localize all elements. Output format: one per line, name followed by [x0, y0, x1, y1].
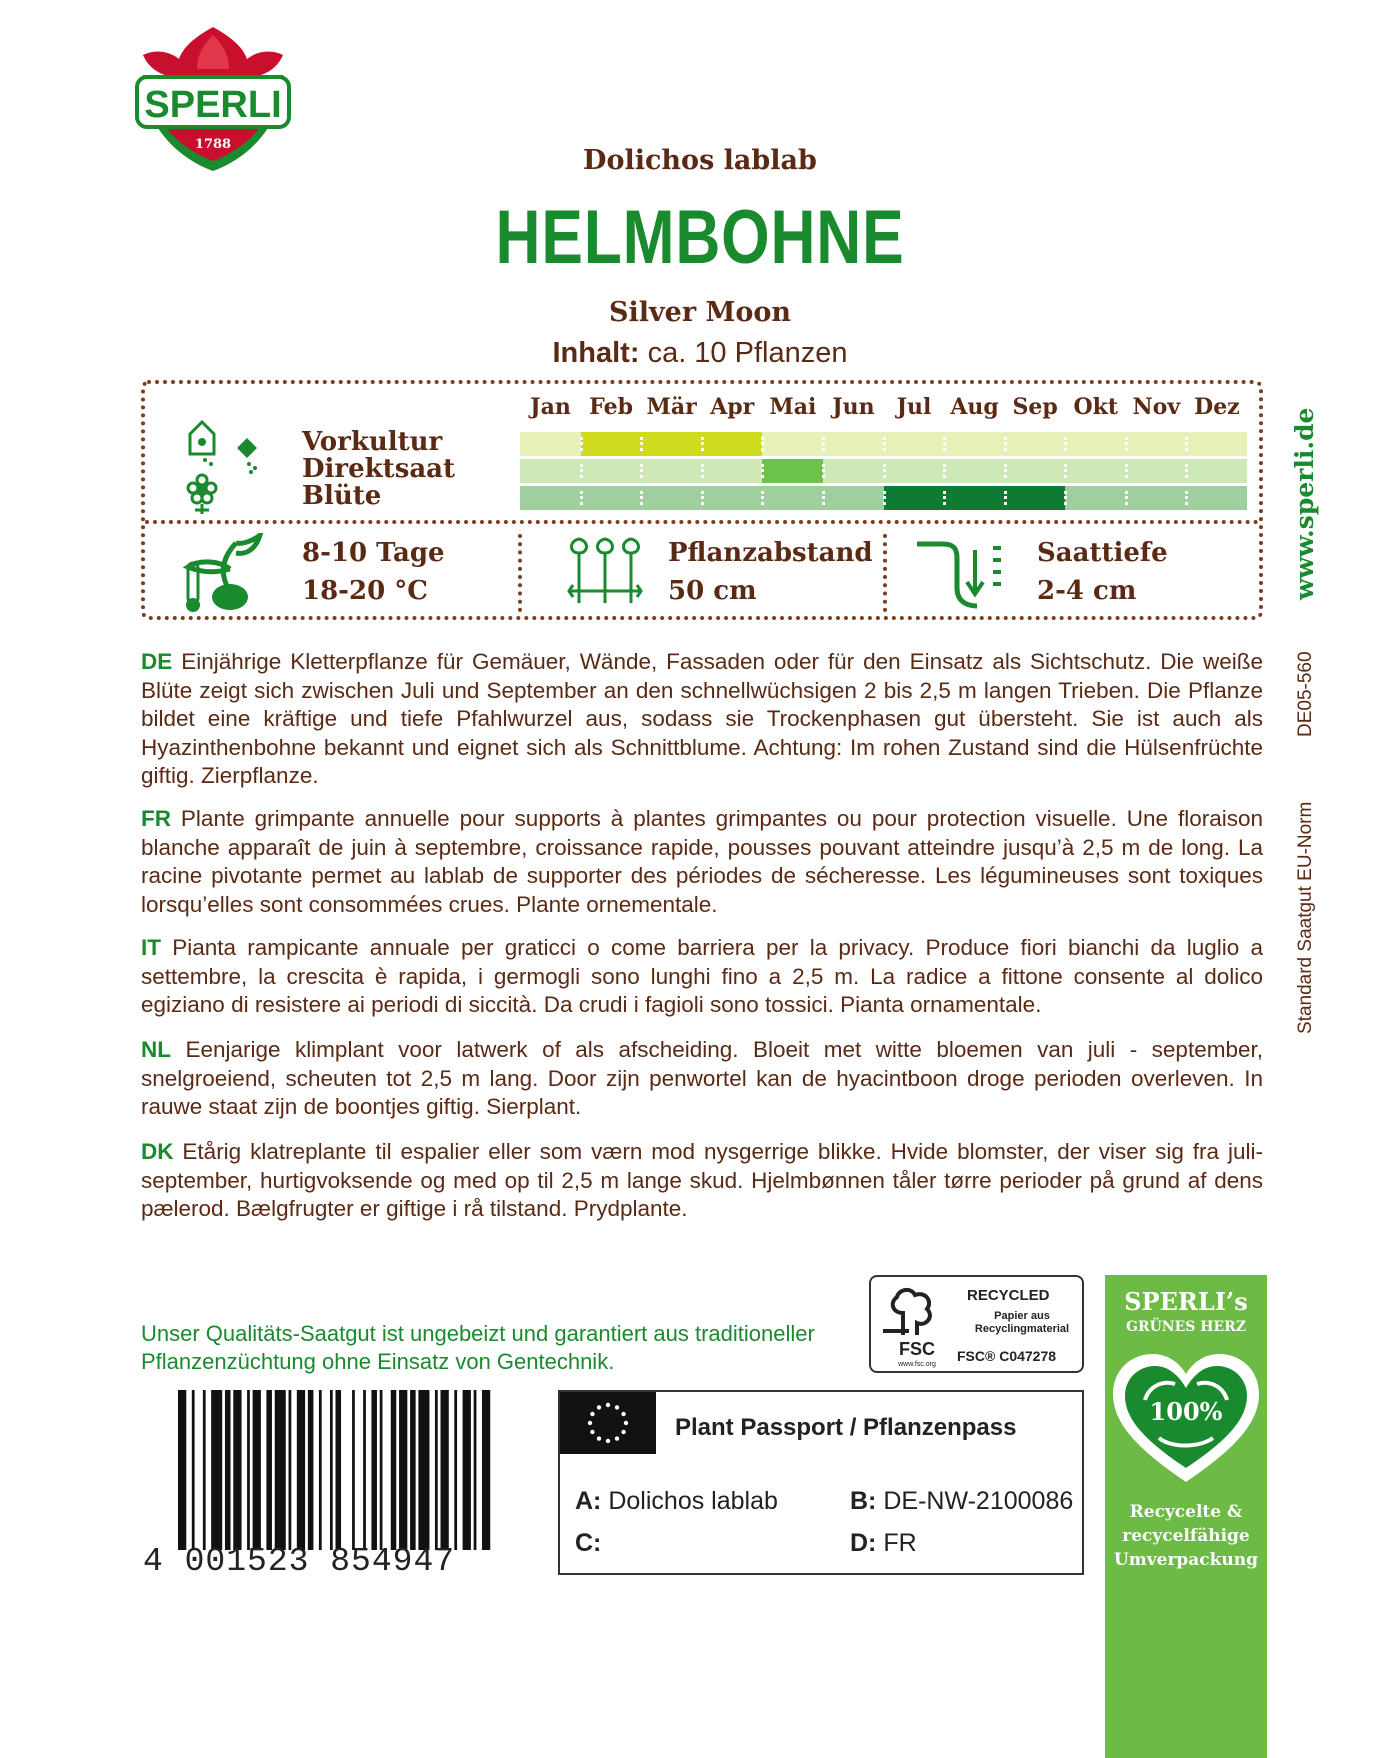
calendar-active-sep: [1005, 486, 1066, 510]
calendar-tick: [822, 464, 825, 478]
green-heart-panel: [1105, 1275, 1267, 1758]
lang-code: DE: [141, 649, 173, 674]
eu-flag-icon: [560, 1392, 656, 1454]
calendar-tick: [1064, 491, 1067, 505]
content-line: [0, 337, 1400, 370]
calendar-tick: [1185, 464, 1188, 478]
germination-temperature: 18-20 °C: [302, 576, 428, 606]
description-text: Einjährige Kletterpflanze für Gemäuer, Wände, Fassaden oder für den Einsatz als Sichtschutz. Die weiße Blüte zeigt sich zwischen Juli und September an den schnellwüchsigen 2 bis 2,5 m langen Trieben. Die Pflanze bildet eine kräftige und tiefe Pfahlwurzel aus, sodass sie Trockenphasen gut übersteht. Sie ist auch als Hyazinthenbohne bekannt und eignet sich als Schnittblume. Achtung: Im rohen Zustand sind die Hülsenfrüchte giftig. Zierpflanze.: [141, 649, 1263, 788]
row-label-vorkultur: Vorkultur: [302, 427, 443, 457]
plant-passport: [558, 1390, 1084, 1575]
calendar-tick: [701, 464, 704, 478]
lang-code: NL: [141, 1037, 171, 1062]
row-label-bluete: Blüte: [302, 481, 382, 511]
calendar-tick: [1004, 491, 1007, 505]
content-label: Inhalt:: [552, 337, 640, 369]
recycle-heart-icon: [1109, 1350, 1263, 1490]
passport-field-b: B: DE-NW-2100086: [850, 1487, 1074, 1515]
calendar-active-mär: [641, 432, 702, 456]
month-aug: Aug: [950, 394, 999, 420]
calendar-tick: [701, 491, 704, 505]
spacing-label: Pflanzabstand: [668, 538, 873, 568]
sowing-depth-icon: [913, 538, 1013, 610]
description-text: Eenjarige klimplant voor latwerk of als afscheiding. Bloeit met witte bloemen van juli - september, snelgroeiend, scheuten tot 2,5 m lang. Door zijn penwortel kan de hyacintboon droge perioden overleven. In rauwe staat zijn de boontjes giftig. Sierplant.: [141, 1037, 1263, 1119]
flower-icon: [188, 475, 216, 514]
fsc-label: [869, 1275, 1084, 1373]
calendar-tick: [761, 464, 764, 478]
month-dez: Dez: [1194, 394, 1240, 420]
website-url[interactable]: www.sperli.de: [1290, 407, 1319, 600]
calendar-tick: [701, 437, 704, 451]
passport-field-a: A: Dolichos lablab: [575, 1487, 778, 1515]
latin-name: Dolichos lablab: [583, 145, 817, 176]
calendar-tick: [640, 491, 643, 505]
calendar-tick: [1185, 437, 1188, 451]
calendar-tick: [943, 491, 946, 505]
description-it: [141, 934, 1263, 1020]
calendar-tick: [640, 464, 643, 478]
month-mai: Mai: [769, 394, 817, 420]
calendar-tick: [1064, 464, 1067, 478]
fsc-paper: Papier aus Recyclingmaterial: [974, 1310, 1070, 1335]
description-text: Etårig klatreplante til espalier eller som værn mod nysgerrige blikke. Hvide blomster, der viser sig fra juli-september, hurtigvoksende og med op til 2,5 m lange skud. Hjelmbønnen tåler tørre perioder på grund af dens pælerod. Bælgfrugter er giftige i rå tilstand. Prydplante.: [141, 1139, 1263, 1221]
calendar-tick: [1004, 437, 1007, 451]
description-text: Plante grimpante annuelle pour supports à plantes grimpantes ou pour protection visuelle. Une floraison blanche apparaît de juin à septembre, croissance rapide, pousses pouvant atteindre jusqu’à 2,5 m de long. La racine pivotante permet au lablab de supporter des périodes de sécheresse. Les légumineuses sont toxiques lorsqu’elles sont consommées crues. Plante ornementale.: [141, 806, 1263, 917]
month-apr: Apr: [710, 394, 755, 420]
info-divider-1: [518, 534, 522, 612]
lang-code: FR: [141, 806, 171, 831]
calendar-tick: [822, 437, 825, 451]
row-label-direktsaat: Direktsaat: [302, 454, 456, 484]
calendar-tick: [761, 491, 764, 505]
depth-value: 2-4 cm: [1037, 576, 1137, 606]
calendar-tick: [1064, 437, 1067, 451]
passport-field-d: D: FR: [850, 1529, 917, 1557]
barcode-digits: 4 001523 854947: [143, 1543, 456, 1580]
germination-days: 8-10 Tage: [302, 538, 445, 568]
description-de: [141, 648, 1263, 791]
green-heart-title: SPERLI’s: [1124, 1287, 1248, 1316]
lang-code: DK: [141, 1139, 174, 1164]
calendar-active-mai: [762, 459, 823, 483]
month-okt: Okt: [1073, 394, 1119, 420]
calendar-tick: [1185, 491, 1188, 505]
info-divider-2: [883, 534, 887, 612]
green-heart-note: Recycelte & recycelfähige Umverpackung: [1113, 1502, 1259, 1570]
calendar-tick: [761, 437, 764, 451]
calendar-tick: [1125, 491, 1128, 505]
calendar-bar-0: [520, 432, 1247, 456]
month-jul: Jul: [896, 394, 932, 420]
fsc-code: FSC® C047278: [957, 1348, 1057, 1364]
variety-name: Silver Moon: [608, 297, 792, 328]
green-heart-subtitle: GRÜNES HERZ: [1125, 1319, 1246, 1335]
seed-standard: Standard Saatgut EU-Norm: [1295, 801, 1316, 1034]
logo-brand: SPERLI: [144, 84, 282, 126]
calendar-tick: [883, 491, 886, 505]
calendar-tick: [580, 437, 583, 451]
article-code: DE05-560: [1295, 651, 1316, 737]
calendar-active-apr: [702, 432, 763, 456]
calendar-tick: [943, 437, 946, 451]
calendar-tick: [943, 464, 946, 478]
quality-note: Unser Qualitäts-Saatgut ist ungebeizt und garantiert aus traditioneller Pflanzenzüchtung ohne Einsatz von Gentechnik.: [141, 1321, 815, 1374]
green-heart-percent: 100%: [1149, 1397, 1223, 1426]
logo-year: 1788: [194, 137, 232, 152]
calendar-active-jul: [884, 486, 945, 510]
month-sep: Sep: [1012, 394, 1058, 420]
description-nl: [141, 1036, 1263, 1122]
calendar-tick: [1125, 437, 1128, 451]
spacing-value: 50 cm: [668, 576, 757, 606]
passport-field-c: C:: [575, 1529, 602, 1557]
germination-icon: [180, 533, 265, 613]
content-value: ca. 10 Pflanzen: [647, 337, 848, 369]
barcode: [178, 1390, 493, 1550]
calendar-tick: [1125, 464, 1128, 478]
calendar-tick: [883, 437, 886, 451]
calendar-tick: [1004, 464, 1007, 478]
description-dk: [141, 1138, 1263, 1224]
sowing-icons: [185, 418, 270, 516]
description-fr: [141, 805, 1263, 919]
calendar-active-feb: [581, 432, 642, 456]
fsc-logo-text: FSC: [899, 1339, 935, 1359]
fsc-tree-icon: [879, 1283, 955, 1369]
fsc-recycled: RECYCLED: [967, 1287, 1050, 1304]
calendar-tick: [580, 464, 583, 478]
plant-spacing-icon: [565, 533, 645, 613]
depth-label: Saattiefe: [1037, 538, 1168, 568]
month-jun: Jun: [832, 394, 875, 420]
calendar-tick: [822, 491, 825, 505]
month-feb: Feb: [589, 394, 633, 420]
calendar-tick: [883, 464, 886, 478]
fsc-url: www.fsc.org: [898, 1361, 936, 1368]
month-mär: Mär: [646, 394, 697, 420]
calendar-active-aug: [944, 486, 1005, 510]
calendar-tick: [640, 437, 643, 451]
calendar-divider: [145, 520, 1259, 524]
calendar-tick: [580, 491, 583, 505]
month-jan: Jan: [530, 394, 571, 420]
description-text: Pianta rampicante annuale per graticci o come barriera per la privacy. Produce fiori bianchi da luglio a settembre, la crescita è rapida, i germogli sono lunghi fino a 2,5 m. La radice a fittone consente al dolico egiziano di resistere ai periodi di siccità. Da crudi i fagioli sono tossici. Pianta ornamentale.: [141, 935, 1263, 1017]
calendar-bar-2: [520, 486, 1247, 510]
direct-sow-icon: [237, 438, 257, 474]
lang-code: IT: [141, 935, 161, 960]
passport-title: Plant Passport / Pflanzenpass: [675, 1414, 1017, 1441]
calendar-bar-1: [520, 459, 1247, 483]
month-nov: Nov: [1132, 394, 1181, 420]
seed-packet-icon: [190, 422, 214, 466]
product-title: HELMBOHNE: [495, 195, 905, 280]
